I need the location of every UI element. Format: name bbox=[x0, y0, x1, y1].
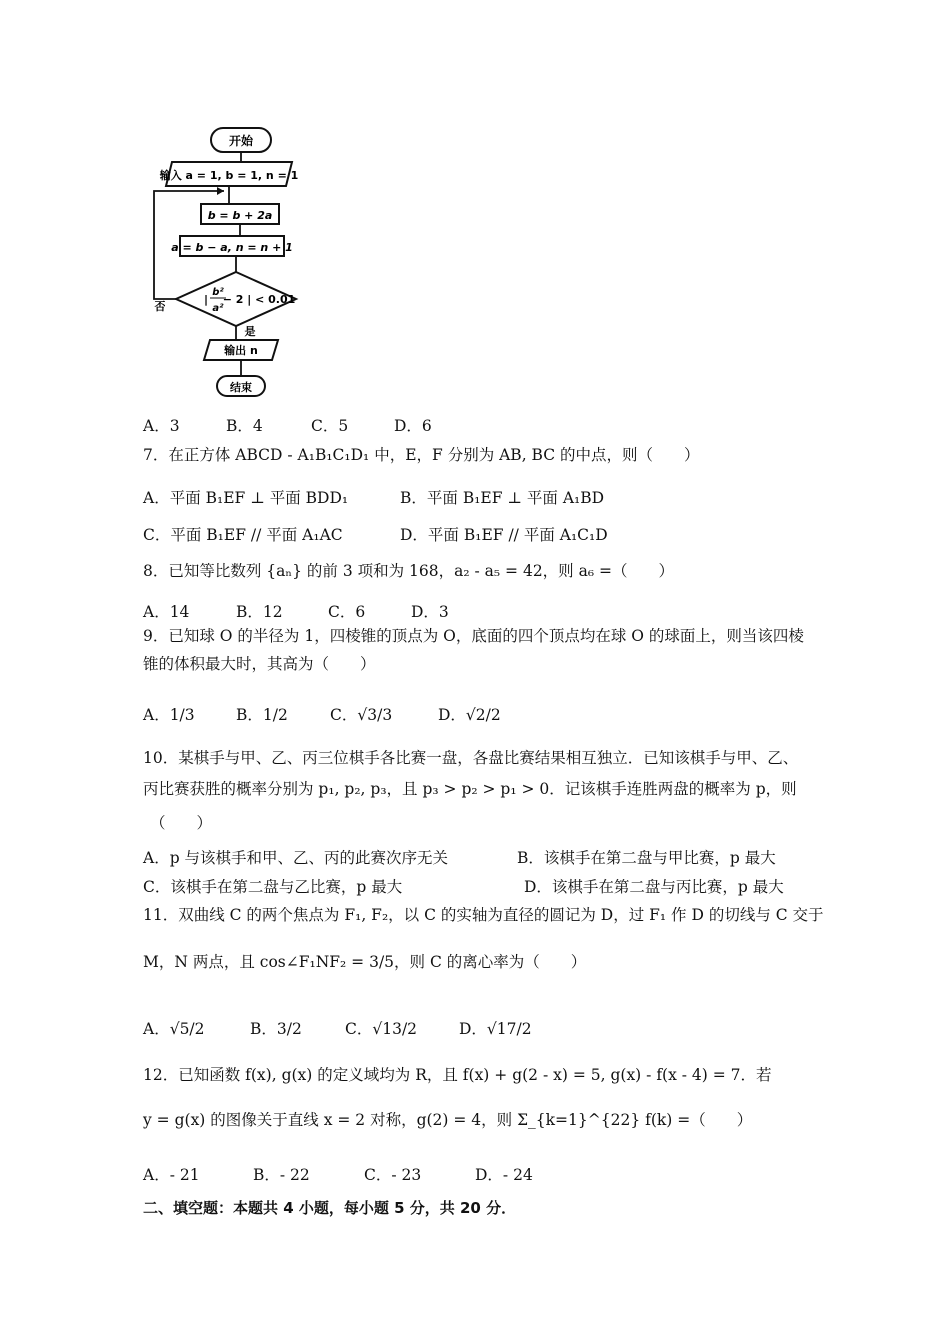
q11-line2: M，N 两点，且 cos∠F₁NF₂ = 3/5，则 C 的离心率为（ ） bbox=[143, 953, 587, 971]
q8-option-b: B．12 bbox=[236, 603, 283, 621]
q10-line2: 丙比赛获胜的概率分别为 p₁, p₂, p₃，且 p₃ > p₂ > p₁ > 0．记该棋手连胜两盘的概率为 p，则 bbox=[143, 780, 797, 798]
q11-option-a: A．√5/2 bbox=[143, 1020, 205, 1038]
q10-option-a: A．p 与该棋手和甲、乙、丙的此赛次序无关 bbox=[143, 849, 449, 867]
q10-option-d: D．该棋手在第二盘与丙比赛，p 最大 bbox=[524, 878, 784, 896]
q12-option-a: A．- 21 bbox=[143, 1166, 200, 1184]
q7-option-c: C．平面 B₁EF // 平面 A₁AC bbox=[143, 526, 343, 544]
flowchart-end-text: 结束 bbox=[230, 381, 252, 394]
q6-option-a: A．3 bbox=[143, 417, 180, 435]
q11-option-b: B．3/2 bbox=[250, 1020, 302, 1038]
q10-line3: （ ） bbox=[150, 814, 213, 832]
q7-option-d: D．平面 B₁EF // 平面 A₁C₁D bbox=[400, 526, 608, 544]
flowchart-cond-den: a² bbox=[212, 303, 224, 314]
q6-option-d: D．6 bbox=[394, 417, 432, 435]
q8-option-a: A．14 bbox=[143, 603, 190, 621]
flowchart-output-text: 输出 n bbox=[224, 344, 258, 357]
q12-option-c: C．- 23 bbox=[364, 1166, 422, 1184]
flowchart-step2-text: a = b − a, n = n + 1 bbox=[171, 241, 293, 254]
q9-line2: 锥的体积最大时，其高为（ ） bbox=[143, 655, 376, 673]
flowchart-cond-post: − 2 | < 0.01 bbox=[222, 293, 296, 306]
q7-stem: 7．在正方体 ABCD - A₁B₁C₁D₁ 中，E，F 分别为 AB, BC 的中点，则（ ） bbox=[143, 446, 700, 464]
q8-option-c: C．6 bbox=[328, 603, 366, 621]
q6-option-c: C．5 bbox=[311, 417, 349, 435]
section-heading-fill-in: 二、填空题：本题共 4 小题，每小题 5 分，共 20 分． bbox=[143, 1199, 517, 1217]
q6-option-b: B．4 bbox=[226, 417, 263, 435]
q12-option-b: B．- 22 bbox=[253, 1166, 310, 1184]
flowchart-cond-pre: | bbox=[203, 293, 209, 306]
q11-option-c: C．√13/2 bbox=[345, 1020, 418, 1038]
flowchart-no-label: 否 bbox=[154, 300, 166, 313]
flowchart-start-text: 开始 bbox=[228, 134, 254, 148]
q10-line1: 10．某棋手与甲、乙、丙三位棋手各比赛一盘，各盘比赛结果相互独立．已知该棋手与甲、乙、 bbox=[143, 749, 799, 767]
flowchart-input-text: 输入 a = 1, b = 1, n = 1 bbox=[159, 169, 299, 182]
flowchart bbox=[140, 120, 330, 405]
q9-option-a: A．1/3 bbox=[143, 706, 195, 724]
q12-option-d: D．- 24 bbox=[475, 1166, 533, 1184]
flowchart-cond-num: b² bbox=[212, 287, 224, 298]
q8-option-d: D．3 bbox=[411, 603, 449, 621]
q11-line1: 11．双曲线 C 的两个焦点为 F₁, F₂，以 C 的实轴为直径的圆记为 D，过 F₁ 作 D 的切线与 C 交于 bbox=[143, 906, 824, 924]
q12-line2: y = g(x) 的图像关于直线 x = 2 对称，g(2) = 4，则 Σ_{k=1}^{22} f(k) =（ ） bbox=[143, 1111, 753, 1129]
flowchart-step1-text: b = b + 2a bbox=[207, 209, 273, 222]
q11-option-d: D．√17/2 bbox=[459, 1020, 532, 1038]
flowchart-yes-label: 是 bbox=[244, 325, 256, 338]
q8-stem: 8．已知等比数列 {aₙ} 的前 3 项和为 168，a₂ - a₅ = 42，则 a₆ =（ ） bbox=[143, 562, 674, 580]
q9-option-d: D．√2/2 bbox=[438, 706, 501, 724]
q9-option-c: C．√3/3 bbox=[330, 706, 393, 724]
q7-option-a: A．平面 B₁EF ⊥ 平面 BDD₁ bbox=[143, 489, 349, 507]
q9-line1: 9．已知球 O 的半径为 1，四棱锥的顶点为 O，底面的四个顶点均在球 O 的球面上，则当该四棱 bbox=[143, 627, 804, 645]
q7-option-b: B．平面 B₁EF ⊥ 平面 A₁BD bbox=[400, 489, 605, 507]
q10-option-b: B．该棋手在第二盘与甲比赛，p 最大 bbox=[517, 849, 776, 867]
q9-option-b: B．1/2 bbox=[236, 706, 288, 724]
q12-line1: 12．已知函数 f(x), g(x) 的定义域均为 R，且 f(x) + g(2 - x) = 5, g(x) - f(x - 4) = 7．若 bbox=[143, 1066, 772, 1084]
q10-option-c: C．该棋手在第二盘与乙比赛，p 最大 bbox=[143, 878, 403, 896]
